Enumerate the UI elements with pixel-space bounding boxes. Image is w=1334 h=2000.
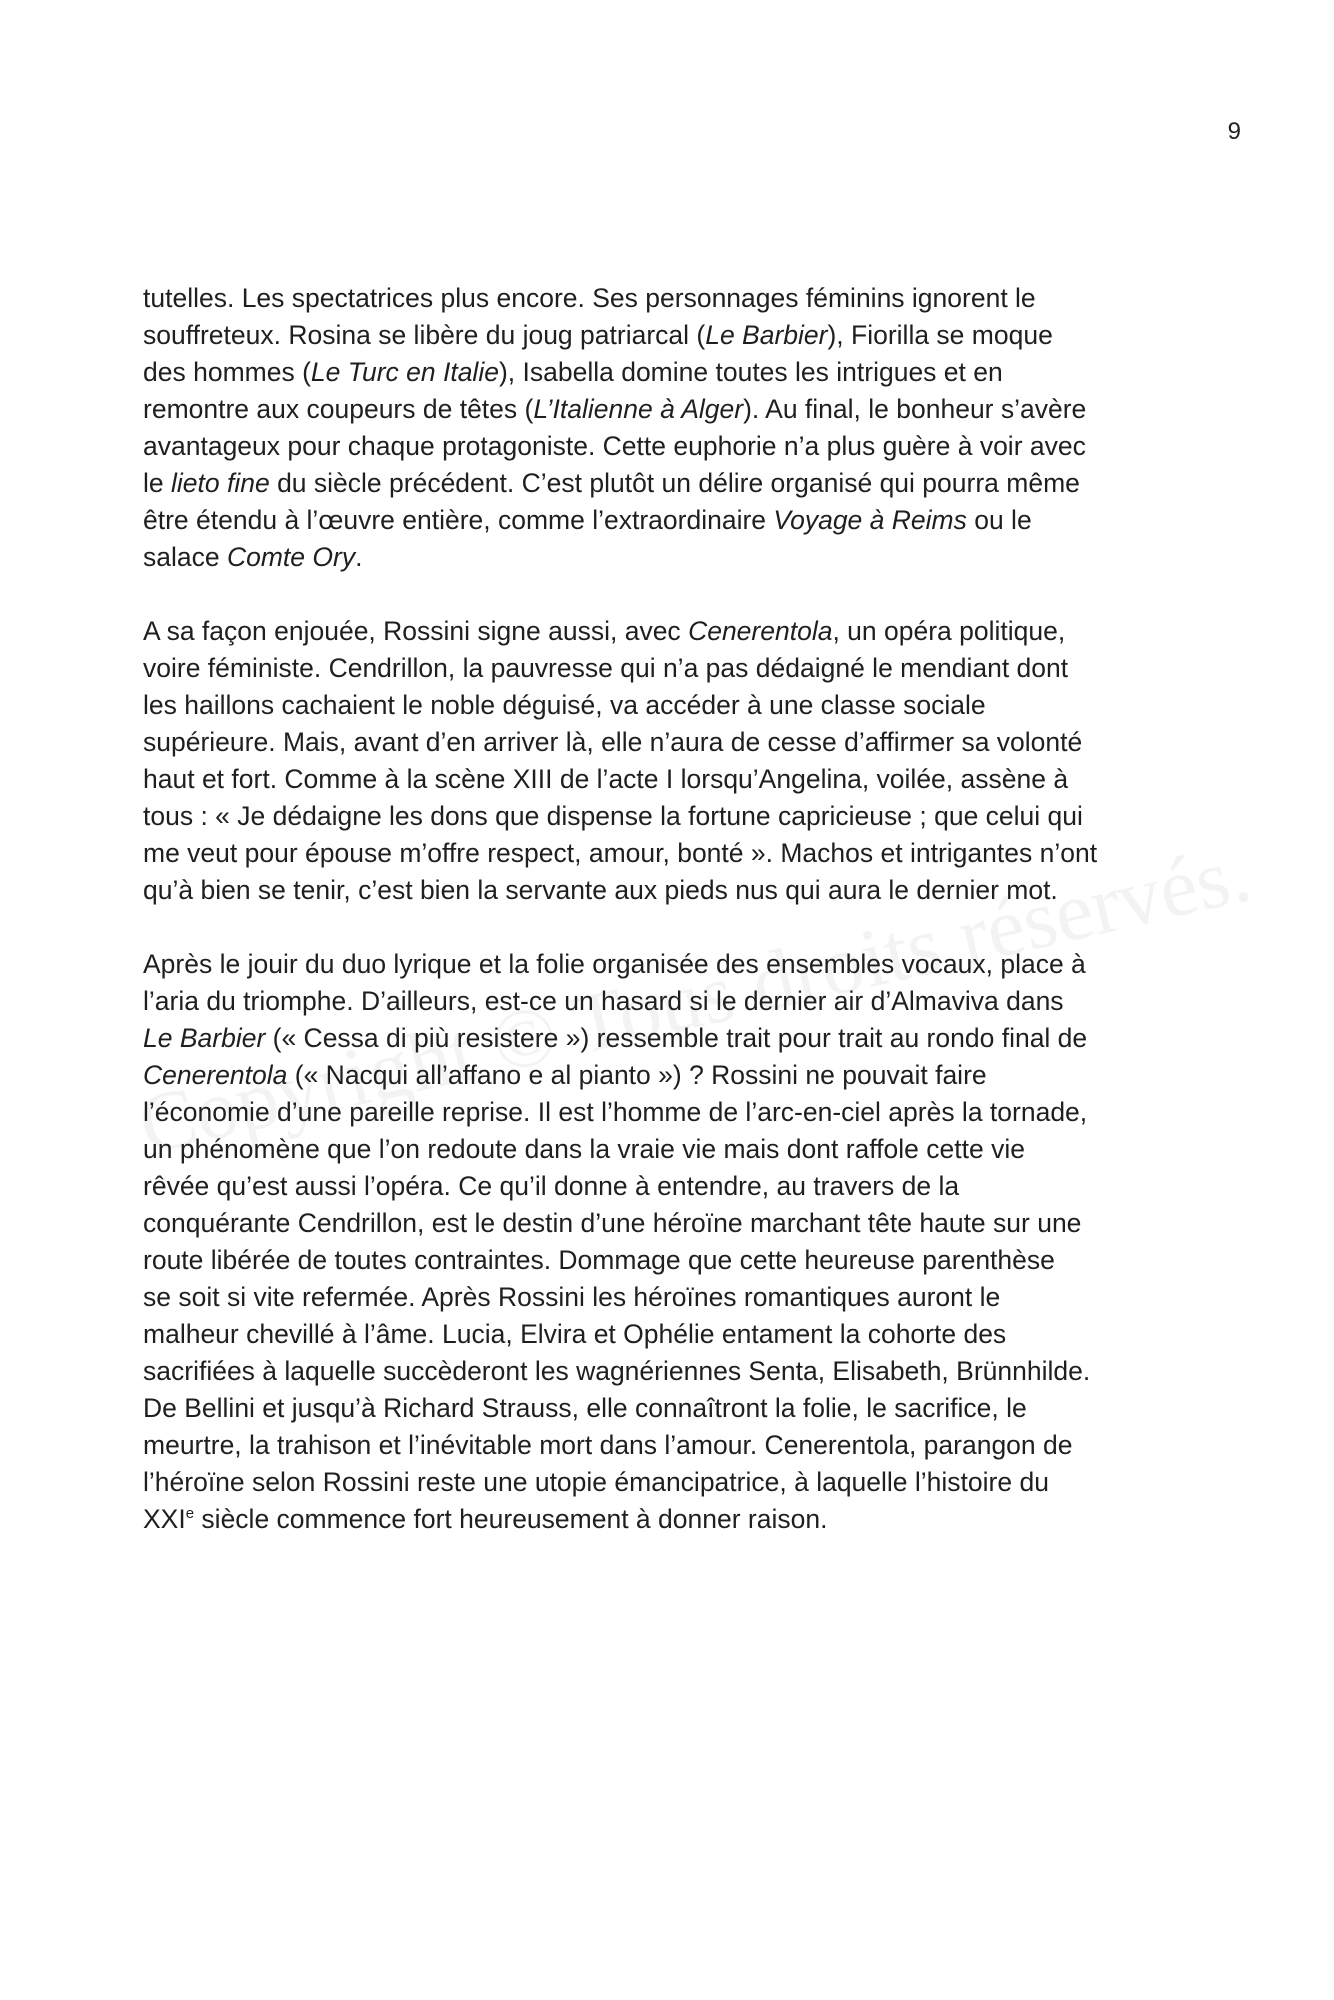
text-run: route libérée de toutes contraintes. Dommage que cette heureuse parenthèse xyxy=(143,1245,1055,1275)
text-run: souffreteux. Rosina se libère du joug patriarcal ( xyxy=(143,320,706,350)
text-run: ou le xyxy=(966,505,1032,535)
paragraph xyxy=(143,280,1203,576)
text-line xyxy=(143,1094,1203,1131)
text-run: qu’à bien se tenir, c’est bien la servante aux pieds nus qui aura le dernier mot. xyxy=(143,875,1058,905)
italic-title: L’Italienne à Alger xyxy=(533,394,744,424)
text-run: sacrifiées à laquelle succèderont les wagnériennes Senta, Elisabeth, Brünnhilde. xyxy=(143,1356,1091,1386)
text-run: XXI xyxy=(143,1504,186,1534)
text-line xyxy=(143,465,1203,502)
text-run: ), Isabella domine toutes les intrigues et en xyxy=(498,357,1003,387)
text-run: des hommes ( xyxy=(143,357,311,387)
text-run: tous : « Je dédaigne les dons que dispense la fortune capricieuse ; que celui qui xyxy=(143,801,1083,831)
text-line xyxy=(143,1316,1203,1353)
text-run: voire féministe. Cendrillon, la pauvresse qui n’a pas dédaigné le mendiant dont xyxy=(143,653,1069,683)
italic-title: Cenerentola xyxy=(143,1060,288,1090)
text-run: me veut pour épouse m’offre respect, amour, bonté ». Machos et intrigantes n’ont xyxy=(143,838,1098,868)
text-run: l’économie d’une pareille reprise. Il est l’homme de l’arc-en-ciel après la tornade, xyxy=(143,1097,1088,1127)
text-line xyxy=(143,650,1203,687)
text-line xyxy=(143,724,1203,761)
text-line xyxy=(143,1427,1203,1464)
text-line xyxy=(143,539,1203,576)
italic-title: Le Barbier xyxy=(705,320,828,350)
text-line xyxy=(143,983,1203,1020)
text-run: A sa façon enjouée, Rossini signe aussi, avec xyxy=(143,616,689,646)
italic-title: lieto fine xyxy=(171,468,270,498)
text-line xyxy=(143,428,1203,465)
text-run: se soit si vite refermée. Après Rossini les héroïnes romantiques auront le xyxy=(143,1282,1001,1312)
text-run: être étendu à l’œuvre entière, comme l’extraordinaire xyxy=(143,505,774,535)
text-line xyxy=(143,317,1203,354)
text-line xyxy=(143,1020,1203,1057)
text-run: l’héroïne selon Rossini reste une utopie émancipatrice, à laquelle l’histoire du xyxy=(143,1467,1049,1497)
text-run: l’aria du triomphe. D’ailleurs, est-ce un hasard si le dernier air d’Almaviva dans xyxy=(143,986,1064,1016)
italic-title: Voyage à Reims xyxy=(773,505,967,535)
text-run: salace xyxy=(143,542,227,572)
text-line xyxy=(143,1390,1203,1427)
text-run: De Bellini et jusqu’à Richard Strauss, elle connaîtront la folie, le sacrifice, le xyxy=(143,1393,1027,1423)
text-line xyxy=(143,1168,1203,1205)
italic-title: Le Barbier xyxy=(143,1023,266,1053)
text-run: (« Cessa di più resistere ») ressemble trait pour trait au rondo final de xyxy=(265,1023,1088,1053)
text-run: siècle commence fort heureusement à donner raison. xyxy=(194,1504,828,1534)
text-run: , un opéra politique, xyxy=(832,616,1066,646)
text-line xyxy=(143,613,1203,650)
superscript: e xyxy=(185,1505,195,1523)
text-line xyxy=(143,1501,1203,1538)
text-line xyxy=(143,1279,1203,1316)
text-line xyxy=(143,391,1203,428)
text-line xyxy=(143,1205,1203,1242)
italic-title: Cenerentola xyxy=(688,616,833,646)
text-line xyxy=(143,280,1203,317)
text-line xyxy=(143,354,1203,391)
text-run: un phénomène que l’on redoute dans la vraie vie mais dont raffole cette vie xyxy=(143,1134,1025,1164)
text-line xyxy=(143,835,1203,872)
text-run: Après le jouir du duo lyrique et la folie organisée des ensembles vocaux, place à xyxy=(143,949,1086,979)
text-run: du siècle précédent. C’est plutôt un délire organisé qui pourra même xyxy=(269,468,1080,498)
italic-title: Comte Ory xyxy=(226,542,356,572)
text-line xyxy=(143,1353,1203,1390)
text-run: meurtre, la trahison et l’inévitable mort dans l’amour. Cenerentola, parangon de xyxy=(143,1430,1073,1460)
text-line xyxy=(143,1131,1203,1168)
text-run: haut et fort. Comme à la scène XIII de l’acte I lorsqu’Angelina, voilée, assène à xyxy=(143,764,1069,794)
text-run: . xyxy=(355,542,363,572)
paragraph xyxy=(143,946,1203,1538)
page-number: 9 xyxy=(1227,118,1241,145)
text-run: supérieure. Mais, avant d’en arriver là, elle n’aura de cesse d’affirmer sa volonté xyxy=(143,727,1083,757)
text-run: malheur chevillé à l’âme. Lucia, Elvira et Ophélie entament la cohorte des xyxy=(143,1319,1007,1349)
text-run: tutelles. Les spectatrices plus encore. Ses personnages féminins ignorent le xyxy=(143,283,1036,313)
text-line xyxy=(143,1464,1203,1501)
text-line xyxy=(143,502,1203,539)
text-run: remontre aux coupeurs de têtes ( xyxy=(143,394,534,424)
text-run: ). Au final, le bonheur s’avère xyxy=(743,394,1087,424)
body-text xyxy=(143,280,1203,1575)
italic-title: Le Turc en Italie xyxy=(310,357,499,387)
text-line xyxy=(143,1057,1203,1094)
text-line xyxy=(143,798,1203,835)
text-run: avantageux pour chaque protagoniste. Cette euphorie n’a plus guère à voir avec xyxy=(143,431,1086,461)
text-line xyxy=(143,761,1203,798)
text-line xyxy=(143,1242,1203,1279)
text-line xyxy=(143,946,1203,983)
text-run: conquérante Cendrillon, est le destin d’une héroïne marchant tête haute sur une xyxy=(143,1208,1082,1238)
text-line xyxy=(143,872,1203,909)
text-run: le xyxy=(143,468,171,498)
text-run: les haillons cachaient le noble déguisé, va accéder à une classe sociale xyxy=(143,690,986,720)
text-line xyxy=(143,687,1203,724)
text-run: (« Nacqui all’affano e al pianto ») ? Rossini ne pouvait faire xyxy=(287,1060,987,1090)
text-run: rêvée qu’est aussi l’opéra. Ce qu’il donne à entendre, au travers de la xyxy=(143,1171,960,1201)
text-run: ), Fiorilla se moque xyxy=(827,320,1053,350)
paragraph xyxy=(143,613,1203,909)
